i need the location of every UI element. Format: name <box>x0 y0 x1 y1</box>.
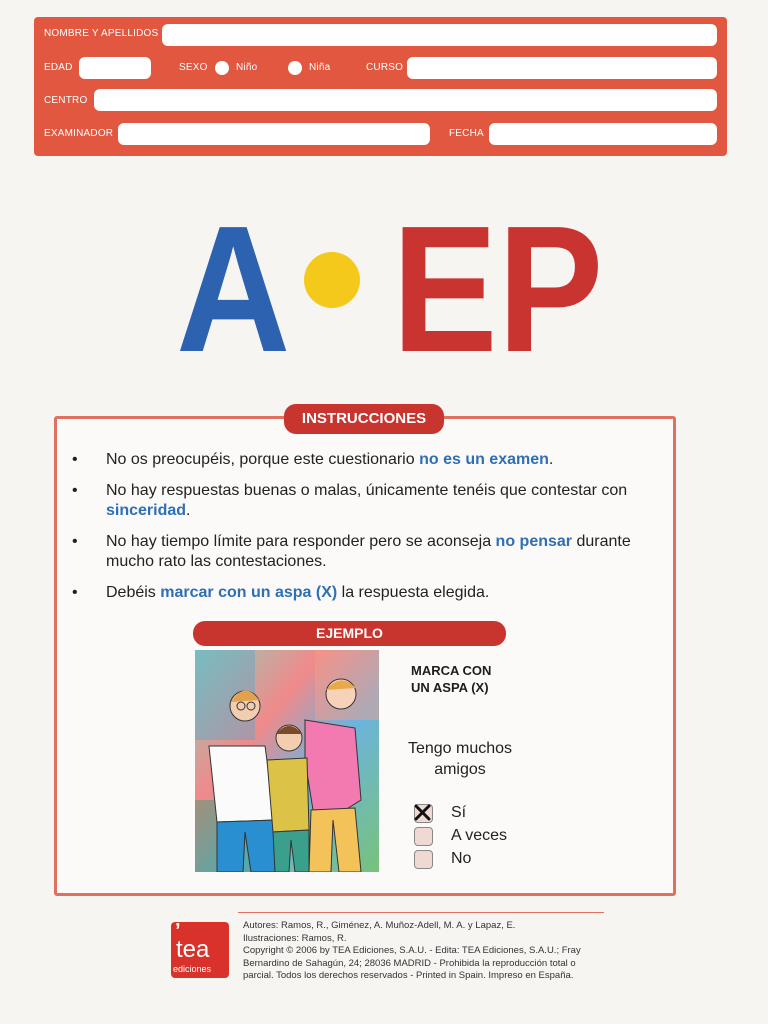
credit-line: Copyright © 2006 by TEA Ediciones, S.A.U. - Edita: TEA Ediciones, S.A.U.; Fray <box>243 945 581 956</box>
friends-illustration <box>195 650 379 872</box>
name-label: NOMBRE Y APELLIDOS <box>44 28 159 39</box>
checkbox[interactable] <box>414 827 433 846</box>
list-item: • Debéis marcar con un aspa (X) la respuesta elegida. <box>72 584 490 601</box>
boy-radio[interactable] <box>215 61 229 75</box>
course-field[interactable] <box>407 57 717 79</box>
brand-sub: ediciones <box>173 964 212 974</box>
brand-name: tea <box>176 936 210 963</box>
date-field[interactable] <box>489 123 717 145</box>
examiner-label: EXAMINADOR <box>44 128 114 139</box>
option-a-veces[interactable] <box>414 826 507 846</box>
instructions-heading: INSTRUCCIONES <box>284 404 444 434</box>
credit-line: Bernardino de Sahagún, 24; 28036 MADRID - Prohibida la reproducción total o <box>243 957 576 969</box>
date-label: FECHA <box>449 128 484 139</box>
option-label: A veces <box>451 827 508 844</box>
instructions-list <box>72 450 662 614</box>
name-field[interactable] <box>162 24 717 46</box>
option-label: Sí <box>451 804 467 821</box>
x-mark-icon <box>414 804 431 821</box>
example-title: MARCA CON UN ASPA (X) <box>411 663 492 695</box>
examiner-field[interactable] <box>118 123 430 145</box>
example-heading: EJEMPLO <box>193 621 506 646</box>
age-field[interactable] <box>79 57 151 79</box>
highlight: marcar con un aspa (X) <box>160 584 338 601</box>
logo-mark-icon: ’ <box>175 920 181 942</box>
bullet: • <box>72 533 78 550</box>
highlight: no pensar <box>495 533 573 550</box>
logo-letters-ep: EP <box>392 189 604 390</box>
option-label: No <box>451 850 472 867</box>
checkbox[interactable] <box>414 850 433 869</box>
list-item: • No hay respuestas buenas o malas, únicamente tenéis que contestar con sinceridad. <box>72 482 628 519</box>
logo-letter-a: A <box>176 189 291 390</box>
highlight: sinceridad <box>106 502 187 519</box>
credit-line: Ilustraciones: Ramos, R. <box>243 932 347 944</box>
option-no[interactable] <box>414 849 471 869</box>
center-field[interactable] <box>94 89 717 111</box>
credit-line: Autores: Ramos, R., Giménez, A. Muñoz-Adell, M. A. y Lapaz, E. <box>243 920 516 931</box>
bullet: • <box>72 451 78 468</box>
girl-radio[interactable] <box>288 61 302 75</box>
course-label: CURSO <box>366 62 404 73</box>
center-label: CENTRO <box>44 95 88 106</box>
age-label: EDAD <box>44 62 73 73</box>
bullet: • <box>72 482 78 499</box>
example-statement: Tengo muchos amigos <box>407 740 513 778</box>
bullet: • <box>72 584 78 601</box>
highlight: no es un examen <box>419 451 549 468</box>
credits <box>243 920 613 983</box>
list-item: • No os preocupéis, porque este cuestionario no es un examen. <box>72 451 554 468</box>
tea-logo <box>171 922 229 978</box>
logo-dot <box>304 252 360 308</box>
checkbox-checked[interactable] <box>414 804 433 823</box>
student-info-form <box>34 17 727 156</box>
sex-label: SEXO <box>179 62 208 73</box>
option-si[interactable] <box>414 803 466 823</box>
credit-line: parcial. Todos los derechos reservados - Printed in Spain. Impreso en España. <box>243 970 574 981</box>
boy-label: Niño <box>236 62 258 73</box>
footer-divider <box>238 912 604 913</box>
girl-label: Niña <box>309 62 331 73</box>
list-item: • No hay tiempo límite para responder pero se aconseja no pensar durante mucho rato las contestaciones. <box>72 533 631 570</box>
